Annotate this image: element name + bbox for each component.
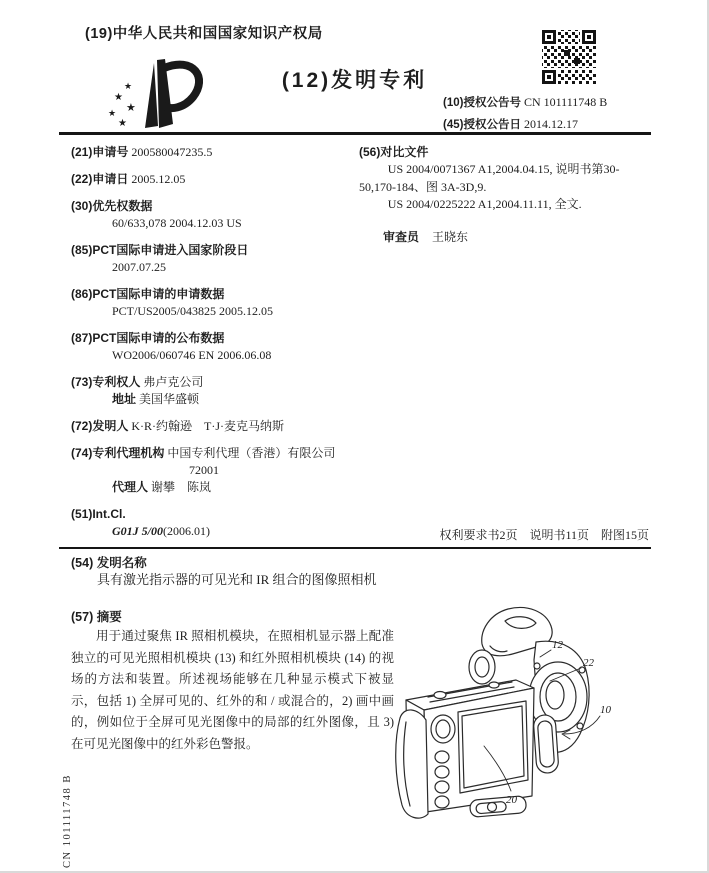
agency-label: (74)专利代理机构 xyxy=(71,446,165,460)
svg-text:★: ★ xyxy=(126,101,136,114)
svg-text:★: ★ xyxy=(118,118,127,129)
application-date-label: (22)申请日 xyxy=(71,172,129,186)
agent-label: 代理人 xyxy=(112,480,149,494)
biblio-divider xyxy=(59,547,651,549)
pct-national-phase-label: (85)PCT国际申请进入国家阶段日 xyxy=(71,243,249,257)
svg-text:★: ★ xyxy=(124,82,133,92)
examiner-value: 王晓东 xyxy=(432,229,469,244)
publication-number-value: CN 101111748 B xyxy=(523,95,608,109)
figure-ref-20: 20 xyxy=(506,794,517,806)
publication-date-label: (45)授权公告日 xyxy=(443,119,521,131)
abstract-text: 用于通过聚焦 IR 照相机模块，在照相机显示器上配准独立的可见光照相机模块 (13) 和红外照相机模块 (14) 的视场的方法和装置。所述视场能够在几种显示模式下被显示，包括 1) 全屏可见的、红外的和 / 或混合的，2) 画中画的，例如位于全屏可见光图像中的局部的红外图像，且 3) 在可见光图像中的红外彩色警报。 xyxy=(71,629,394,751)
bibliographic-section xyxy=(59,141,651,545)
vertical-doc-number: CN 101111748 B xyxy=(62,774,73,868)
patentee-value: 弗卢克公司 xyxy=(143,375,204,389)
address-value: 美国华盛顿 xyxy=(139,392,200,406)
application-number-label: (21)申请号 xyxy=(71,145,129,159)
svg-text:★: ★ xyxy=(108,109,117,119)
figure-ref-22: 22 xyxy=(583,657,594,669)
priority-data-label: (30)优先权数据 xyxy=(71,199,153,213)
pct-publication-value: WO2006/060746 EN 2006.06.08 xyxy=(112,348,272,362)
issuing-office: (19)中华人民共和国国家知识产权局 xyxy=(85,26,323,42)
biblio-left-column xyxy=(71,144,363,550)
agency-line xyxy=(71,445,363,479)
field-priority-data xyxy=(71,198,363,232)
inventors-label: (72)发明人 xyxy=(71,419,129,433)
patentee-label: (73)专利权人 xyxy=(71,375,141,389)
publication-number-label: (10)授权公告号 xyxy=(443,97,521,109)
agency-value: 中国专利代理（香港）有限公司 72001 xyxy=(167,446,336,477)
field-inventors xyxy=(71,418,363,435)
priority-data-value: 60/633,078 2004.12.03 US xyxy=(112,216,242,230)
inventors-value: K·R·约翰逊 T·J·麦克马纳斯 xyxy=(131,419,284,433)
pct-application-value: PCT/US2005/043825 2005.12.05 xyxy=(112,304,274,318)
camera-figure xyxy=(394,600,646,845)
figure-ref-10: 10 xyxy=(600,704,611,716)
field-application-number xyxy=(71,144,363,161)
figure-ref-12: 12 xyxy=(552,639,563,651)
field-pct-national-phase-date xyxy=(71,242,363,276)
ipc-class-code: G01J 5/00 xyxy=(112,524,163,538)
publication-date-value: 2014.12.17 xyxy=(523,117,578,131)
field-application-date xyxy=(71,171,363,188)
svg-text:★: ★ xyxy=(114,92,123,103)
publication-date-line xyxy=(443,116,578,132)
publication-number-line xyxy=(443,94,607,110)
examiner-label: 审查员 xyxy=(383,229,420,244)
invention-title-label: (54) 发明名称 xyxy=(71,556,147,570)
biblio-right-column xyxy=(359,144,651,245)
document-type-title: (12)发明专利 xyxy=(281,69,428,92)
pct-application-label: (86)PCT国际申请的申请数据 xyxy=(71,287,225,301)
field-cited-documents xyxy=(359,144,651,214)
invention-title: 具有激光指示器的可见光和 IR 组合的图像照相机 xyxy=(97,572,377,587)
examiner-line xyxy=(359,228,651,245)
cited-reference-1: US 2004/0071367 A1,2004.04.15, 说明书第30-50,170-184、图 3A-3D,9. xyxy=(359,162,620,194)
patentee-address-line xyxy=(71,391,363,408)
agent-line xyxy=(71,479,363,496)
field-pct-application-data xyxy=(71,286,363,320)
int-cl-label: (51)Int.Cl. xyxy=(71,507,126,521)
header-divider xyxy=(59,132,651,135)
pct-national-phase-value: 2007.07.25 xyxy=(112,260,166,274)
application-date-value: 2005.12.05 xyxy=(131,172,186,186)
int-cl-value-line xyxy=(71,523,363,540)
agent-value: 谢攀 陈岚 xyxy=(151,480,212,494)
field-pct-publication-data xyxy=(71,330,363,364)
field-patentee xyxy=(71,374,363,408)
field-patent-agency xyxy=(71,445,363,496)
field-int-cl xyxy=(71,506,363,540)
address-label: 地址 xyxy=(112,392,137,406)
abstract-label: (57) 摘要 xyxy=(71,610,122,624)
cited-reference-2: US 2004/0225222 A1,2004.11.11, 全文. xyxy=(387,197,582,211)
page-counts-line: 权利要求书2页 说明书11页 附图15页 xyxy=(439,528,649,542)
pct-publication-label: (87)PCT国际申请的公布数据 xyxy=(71,331,225,345)
cited-documents-label: (56)对比文件 xyxy=(359,145,429,159)
application-number-value: 200580047235.5 xyxy=(131,145,213,159)
ipc-version: (2006.01) xyxy=(163,524,210,538)
